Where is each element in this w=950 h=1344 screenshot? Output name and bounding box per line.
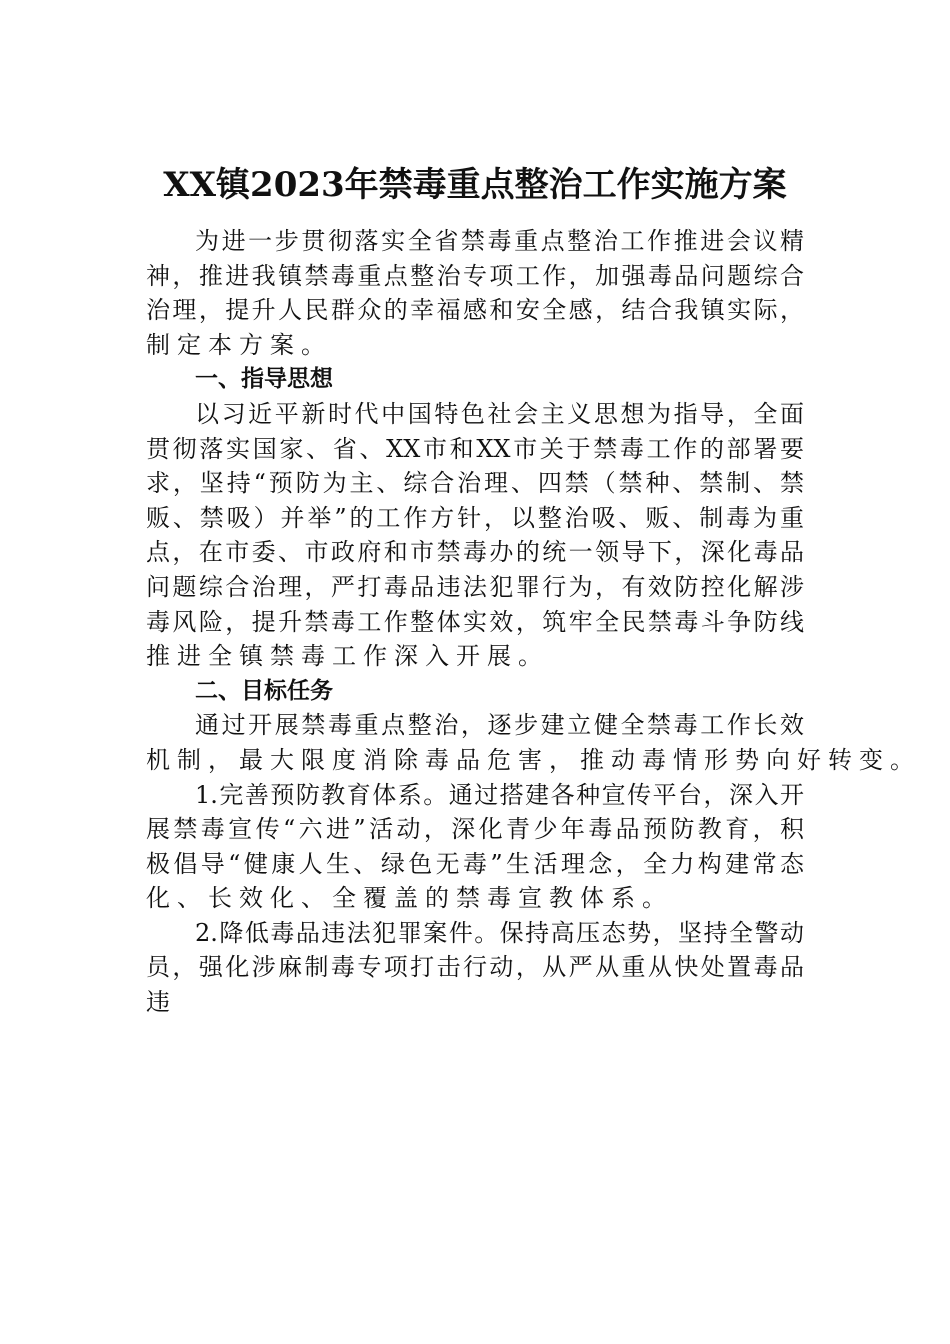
paragraph-line: 神，推进我镇禁毒重点整治专项工作，加强毒品问题综合 <box>146 261 804 290</box>
paragraph-line: 极倡导“健康人生、绿色无毒”生活理念，全力构建常态 <box>146 849 804 878</box>
paragraph-line: 点，在市委、市政府和市禁毒办的统一领导下，深化毒品 <box>146 538 804 567</box>
section-heading: 一、指导思想 <box>195 366 333 393</box>
paragraph-line: 问题综合治理，严打毒品违法犯罪行为，有效防控化解涉 <box>146 572 804 601</box>
paragraph-line: 贩、禁吸）并举”的工作方针，以整治吸、贩、制毒为重 <box>146 503 804 532</box>
paragraph <box>146 224 804 362</box>
paragraph-line: 通过开展禁毒重点整治，逐步建立健全禁毒工作长效 <box>195 711 804 740</box>
paragraph-line: 制定本方案。 <box>146 330 332 359</box>
paragraph-line: 展禁毒宣传“六进”活动，深化青少年毒品预防教育，积 <box>146 815 804 844</box>
document-body <box>146 224 921 1020</box>
paragraph-line: 贯彻落实国家、省、XX市和XX市关于禁毒工作的部署要 <box>146 434 804 463</box>
paragraph <box>146 778 804 916</box>
paragraph <box>146 708 921 777</box>
paragraph <box>146 916 804 1020</box>
paragraph-line: 化、长效化、全覆盖的禁毒宣教体系。 <box>146 884 673 913</box>
paragraph-line: 机制，最大限度消除毒品危害，推动毒情形势向好转变。 <box>146 745 921 774</box>
paragraph-line: 1.完善预防教育体系。通过搭建各种宣传平台，深入开 <box>195 780 804 809</box>
paragraph-line: 以习近平新时代中国特色社会主义思想为指导，全面 <box>195 399 804 428</box>
document-title: XX镇2023年禁毒重点整治工作实施方案 <box>163 165 787 205</box>
paragraph-line: 推进全镇禁毒工作深入开展。 <box>146 642 549 671</box>
paragraph-line: 毒风险，提升禁毒工作整体实效，筑牢全民禁毒斗争防线 <box>146 607 804 636</box>
paragraph-line: 违 <box>146 988 177 1017</box>
paragraph <box>146 397 804 674</box>
paragraph-line: 为进一步贯彻落实全省禁毒重点整治工作推进会议精 <box>195 227 804 255</box>
paragraph-line: 2.降低毒品违法犯罪案件。保持高压态势，坚持全警动 <box>195 918 804 947</box>
paragraph-line: 求，坚持“预防为主、综合治理、四禁（禁种、禁制、禁 <box>146 469 804 498</box>
paragraph-line: 治理，提升人民群众的幸福感和安全感，结合我镇实际， <box>146 296 804 325</box>
section-heading: 二、目标任务 <box>195 677 333 704</box>
paragraph-line: 员，强化涉麻制毒专项打击行动，从严从重从快处置毒品 <box>146 953 804 982</box>
